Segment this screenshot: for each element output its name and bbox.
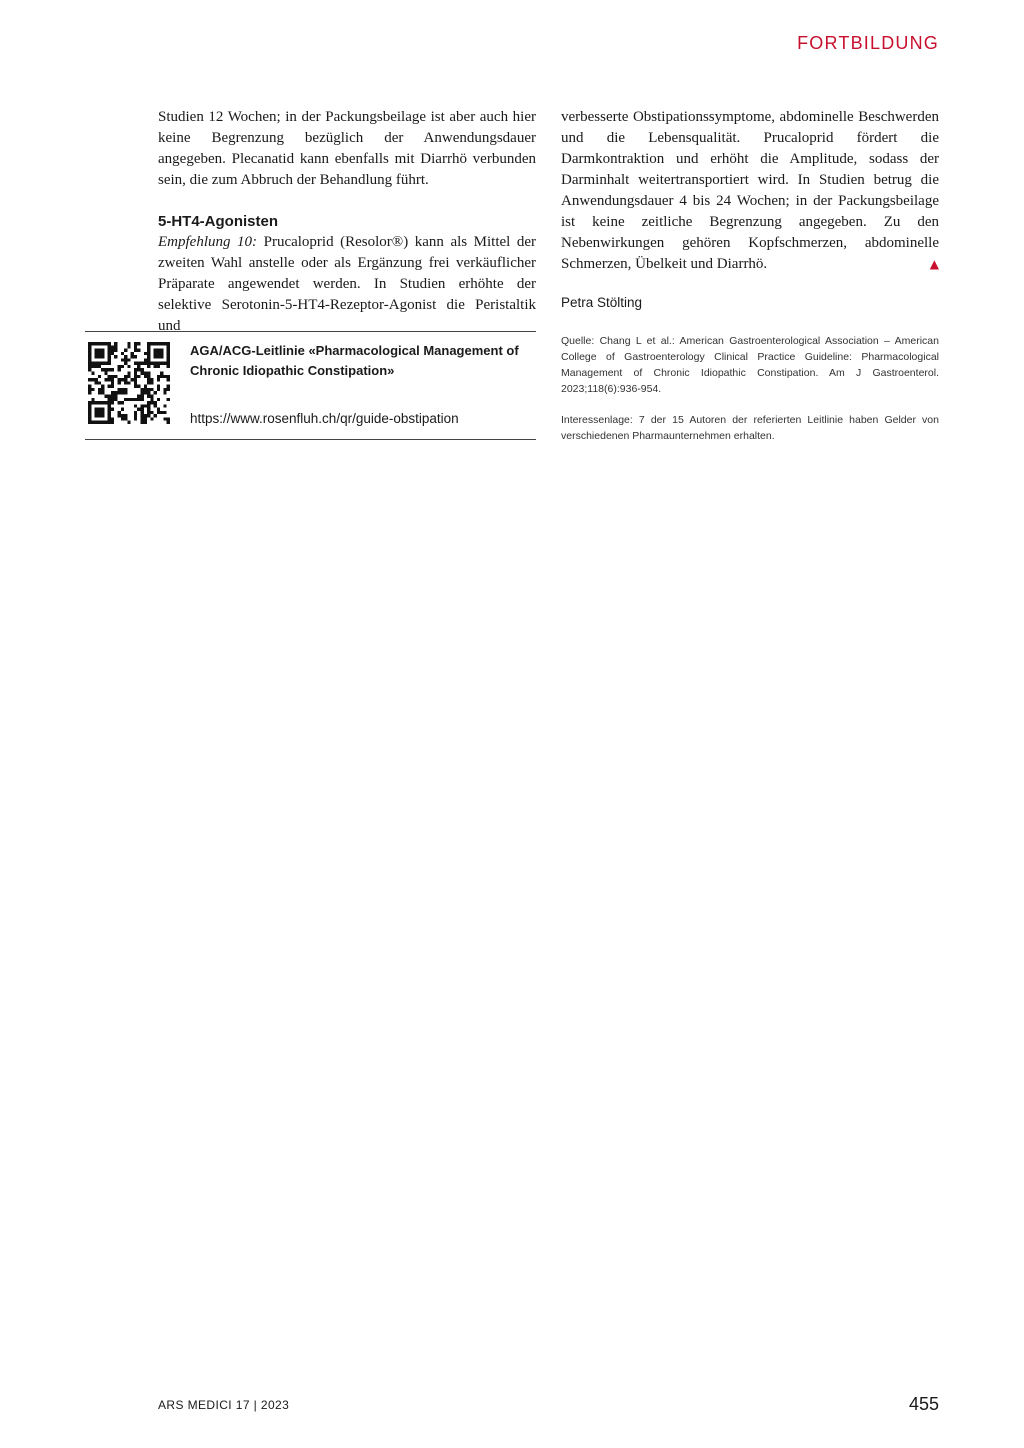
right-paragraph-1 <box>561 107 939 275</box>
page-number: 455 <box>908 1394 939 1414</box>
section-label: FORTBILDUNG <box>797 33 939 53</box>
recommendation-text: Prucaloprid (Resolor®) kann als Mittel der zweiten Wahl anstelle oder als Ergänzung frei verkäuflicher Präparate angewendet werden. In Studien erhöhte der selektive Serotonin-5-HT4-Rezeptor-Agonist die Peristaltik und <box>158 234 537 334</box>
end-triangle-icon: ▲ <box>929 257 939 271</box>
recommendation-label: Empfehlung 10: <box>158 234 258 250</box>
qr-title: AGA/ACG-Leitlinie «Pharmacological Management of Chronic Idiopathic Constipation» <box>190 343 519 378</box>
qr-link[interactable]: https://www.rosenfluh.ch/qr/guide-obstipation <box>190 411 459 426</box>
source-citation: Quelle: Chang L et al.: American Gastroenterological Association – American College of Gastroenterology Clinical Practice Guideline: Pharmacological Management of Chronic Idiopathic Constipation. Am J Gastroenterol. 2023;118(6):936-954. <box>561 335 939 395</box>
right-column <box>561 107 939 275</box>
section-heading: 5-HT4-Agonisten <box>158 213 278 230</box>
qr-code-icon[interactable] <box>88 342 170 424</box>
left-column <box>158 107 536 337</box>
left-paragraph-2 <box>158 232 536 337</box>
author-name: Petra Stölting <box>561 295 643 310</box>
interest-disclosure: Interessenlage: 7 der 15 Autoren der referierten Leitlinie haben Gelder von verschiedenen Pharmaunternehmen erhalten. <box>561 414 939 442</box>
qr-info-box <box>85 331 536 440</box>
right-paragraph-text: verbesserte Obstipationssymptome, abdominelle Beschwerden und die Lebensqualität. Prucaloprid fördert die Darmkontraktion und erhöht die Amplitude, sodass der Darminhalt weitertransportiert wird. In Studien betrug die Anwendungsdauer 4 bis 24 Wochen; in der Packungsbeilage ist keine zeitliche Begrenzung angegeben. Zu den Nebenwirkungen gehören Kopfschmerzen, abdominelle Schmerzen, Übelkeit und Diarrhö. <box>561 109 939 272</box>
left-paragraph-1: Studien 12 Wochen; in der Packungsbeilage ist aber auch hier keine Begrenzung bezüglich der Anwendungsdauer angegeben. Plecanatid kann ebenfalls mit Diarrhö verbunden sein, die zum Abbruch der Behandlung führt. <box>158 109 536 188</box>
journal-footer: ARS MEDICI 17 | 2023 <box>158 1398 290 1412</box>
